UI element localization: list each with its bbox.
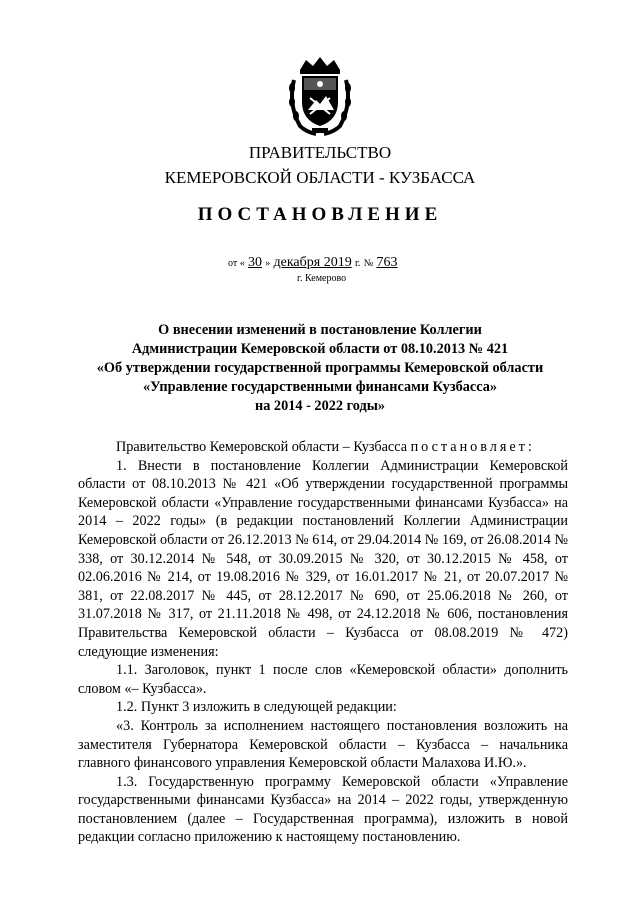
intro-verb: постановляет: — [410, 439, 535, 455]
city-label: г. Кемерово — [297, 273, 347, 284]
paragraph-1: 1. Внести в постановление Коллегии Администрации Кемеровской области от 08.10.2013 № 421 «Об утверждении государственной программы Кемеровской области «Управление государственными финансами Кузбасса» на 2014 – 2022 годы» (в редакции постановлений Коллегии Администрации Кемеровской области от 26.12.2013 № 614, от 29.04.2014 № 169, от 26.08.2014 № 338, от 30.12.2014 № 548, от 30.09.2015 № 320, от 30.12.2015 № 458, от 02.06.2016 № 214, от 19.08.2016 № 329, от 16.01.2017 № 21, от 20.07.2017 № 381, от 22.08.2017 № 445, от 28.12.2017 № 690, от 25.06.2018 № 260, от 31.07.2018 № 317, от 21.11.2018 № 498, от 24.12.2018 № 606, постановления Правительства Кемеровской области – Кузбасса от 08.08.2019 № 472) следующие изменения: — [78, 457, 568, 660]
government-name-line1: ПРАВИТЕЛЬСТВО — [248, 143, 392, 162]
intro-paragraph — [78, 438, 568, 457]
paragraph-1-3: 1.3. Государственную программу Кемеровской области «Управление государственными финансами Кузбасса» на 2014 – 2022 годы, утвержденную постановлением (далее – Государственная программа), изложить в новой редакции согласно приложению к настоящему постановлению. — [78, 773, 568, 846]
heading-line: «Управление государственными финансами Кузбасса» — [142, 379, 498, 395]
heading-line: «Об утверждении государственной программы Кемеровской области — [96, 360, 544, 376]
intro-text: Правительство Кемеровской области – Кузбасса — [116, 439, 408, 455]
date-quote-close: » — [265, 258, 271, 269]
date-number-line — [228, 254, 397, 271]
kemerovo-coat-of-arms-icon — [286, 56, 354, 136]
resolution-body — [78, 438, 568, 847]
paragraph-1-2: 1.2. Пункт 3 изложить в следующей редакции: — [116, 699, 397, 716]
heading-line: на 2014 - 2022 годы» — [254, 398, 386, 414]
date-month-year: декабря 2019 — [273, 255, 352, 270]
paragraph-1-2-quote: «3. Контроль за исполнением настоящего постановления возложить на заместителя Губернатора Кемеровской области – Кузбасса – начальника главного финансового управления Кемеровской области Малахова И.Ю.». — [78, 717, 568, 772]
resolution-heading — [60, 321, 580, 416]
date-from-label: от « — [228, 258, 245, 269]
government-name-line2: КЕМЕРОВСКОЙ ОБЛАСТИ - КУЗБАССА — [164, 168, 476, 187]
date-year-suffix: г. — [354, 258, 361, 269]
number-sign: № — [363, 258, 374, 269]
date-day: 30 — [248, 255, 262, 270]
paragraph-1-1: 1.1. Заголовок, пункт 1 после слов «Кемеровской области» дополнить словом «– Кузбасса». — [78, 662, 568, 697]
heading-line: Администрации Кемеровской области от 08.10.2013 № 421 — [131, 341, 509, 357]
heading-line: О внесении изменений в постановление Коллегии — [158, 322, 482, 338]
document-title: ПОСТАНОВЛЕНИЕ — [197, 204, 443, 225]
document-number: 763 — [376, 255, 398, 270]
